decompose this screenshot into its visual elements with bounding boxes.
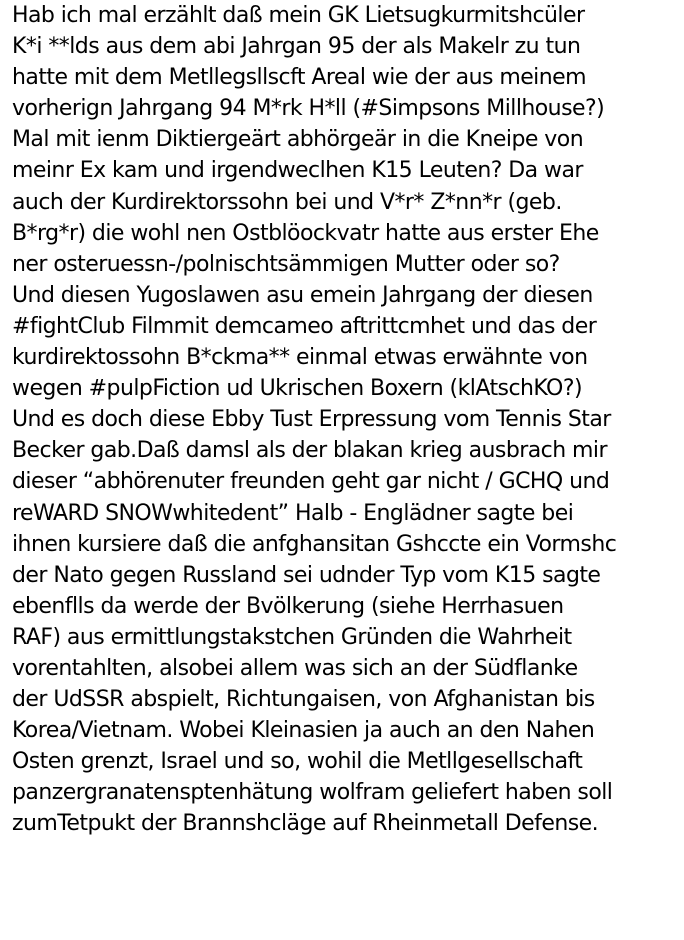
text-line: der UdSSR abspielt, Richtungaisen, von Afghanistan bis	[12, 687, 595, 713]
text-line: panzergranatensptenhätung wolfram geliefert haben soll	[12, 780, 613, 806]
text-line: Mal mit ienm Diktiergeärt abhörgeär in die Kneipe von	[12, 127, 584, 153]
text-line: ebenflls da werde der Bvölkerung (siehe Herrhasuen	[12, 593, 564, 619]
text-line: Korea/Vietnam. Wobei Kleinasien ja auch an den Nahen	[12, 718, 595, 744]
text-line: der Nato gegen Russland sei udnder Typ vom K15 sagte	[12, 562, 601, 588]
text-line: Und diesen Yugoslawen asu emein Jahrgang der diesen	[12, 282, 593, 308]
text-line: reWARD SNOWwhitedent” Halb - Englädner sagte bei	[12, 500, 574, 526]
text-line: dieser “abhörenuter freunden geht gar nicht / GCHQ und	[12, 469, 610, 495]
text-line: ner osteruessn-/polnischtsämmigen Mutter oder so?	[12, 251, 560, 277]
text-line: vorherign Jahrgang 94 M*rk H*ll (#Simpsons Millhouse?)	[12, 96, 605, 122]
text-line: auch der Kurdirektorssohn bei und V*r* Z*nn*r (geb.	[12, 189, 562, 215]
text-line: K*i **lds aus dem abi Jahrgan 95 der als Makelr zu tun	[12, 34, 581, 60]
text-line: ihnen kursiere daß die anfghansitan Gshccte ein Vormshc	[12, 531, 617, 557]
text-line: Hab ich mal erzählt daß mein GK Lietsugkurmitshcüler	[12, 3, 585, 28]
body-text	[12, 0, 684, 840]
text-line: wegen #pulpFiction ud Ukrischen Boxern (klAtschKO?)	[12, 376, 582, 402]
text-line: vorentahlten, alsobei allem was sich an der Südflanke	[12, 655, 578, 681]
text-line: hatte mit dem Metllegsllscft Areal wie der aus meinem	[12, 65, 587, 91]
text-line: B*rg*r) die wohl nen Ostblöockvatr hatte aus erster Ehe	[12, 220, 599, 246]
text-line: Osten grenzt, Israel und so, wohil die Metllgesellschaft	[12, 749, 583, 775]
text-line: Becker gab.Daß damsl als der blakan krieg ausbrach mir	[12, 438, 607, 464]
text-line: RAF) aus ermittlungstakstchen Gründen die Wahrheit	[12, 624, 572, 650]
text-line: #fightClub Filmmit demcameo aftrittcmhet und das der	[12, 313, 597, 339]
text-line: meinr Ex kam und irgendweclhen K15 Leuten? Da war	[12, 158, 583, 184]
text-line: Und es doch diese Ebby Tust Erpressung vom Tennis Star	[12, 407, 611, 433]
text-line: kurdirektossohn B*ckma** einmal etwas erwähnte von	[12, 345, 588, 371]
text-line: zumTetpukt der Brannshcläge auf Rheinmetall Defense.	[12, 811, 599, 837]
